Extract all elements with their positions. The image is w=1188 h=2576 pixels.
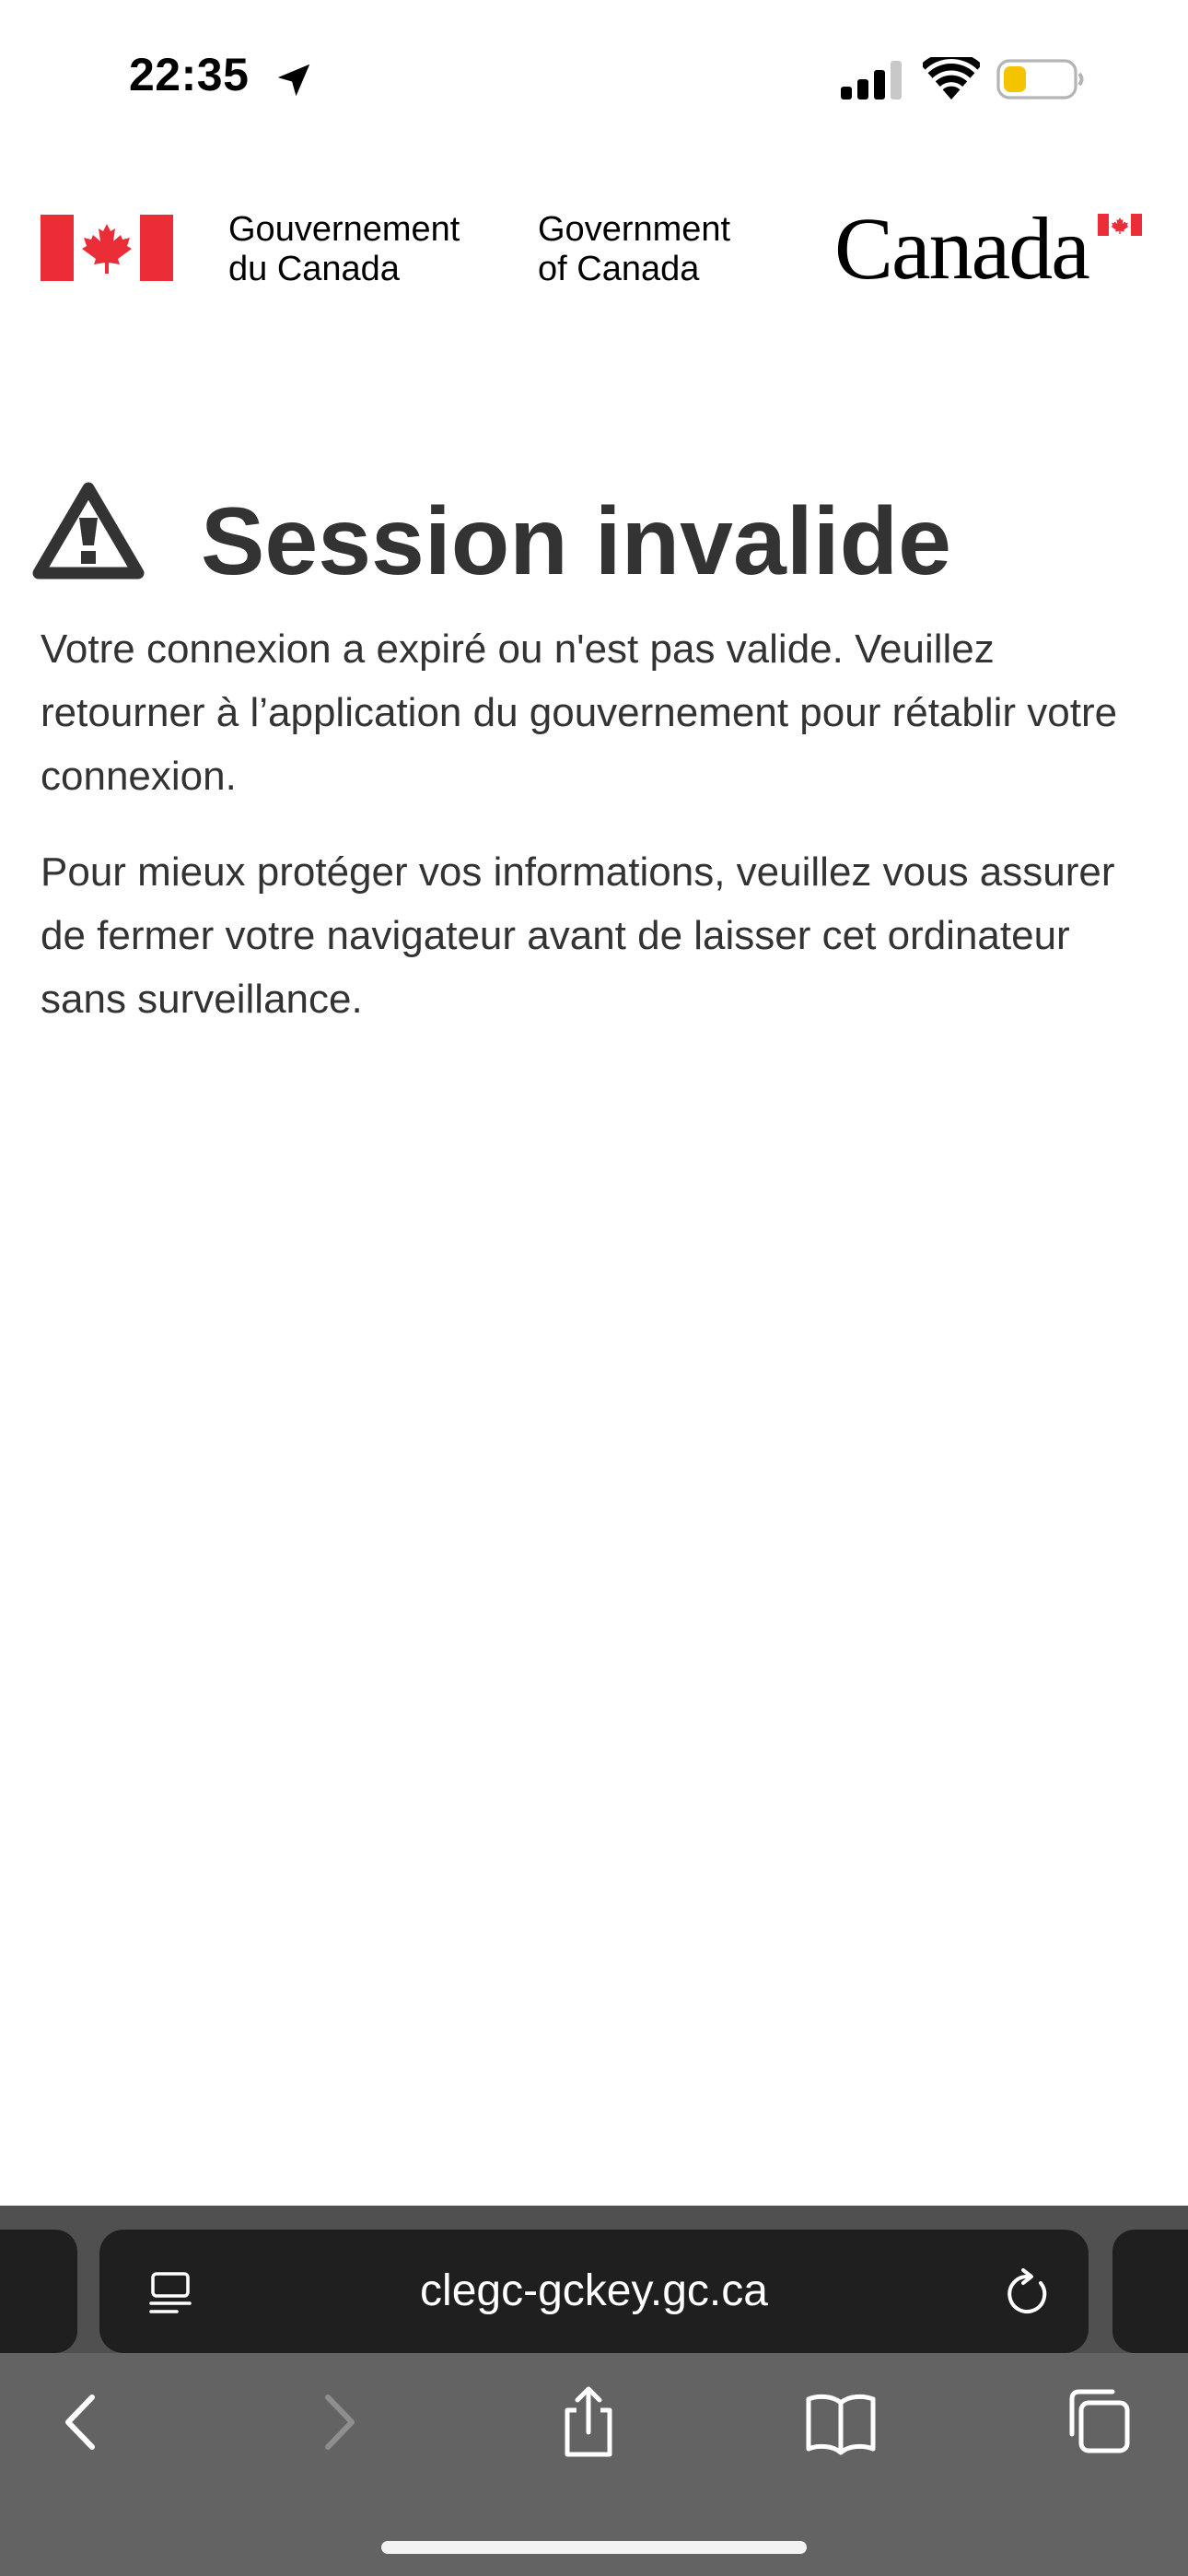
back-button[interactable] — [41, 2381, 123, 2464]
share-button[interactable] — [547, 2381, 630, 2464]
gc-name-fr-line2: du Canada — [228, 250, 400, 288]
canada-wordmark — [834, 199, 1147, 298]
canada-wordmark-text: Canada — [834, 199, 1089, 298]
canada-mini-flag-icon — [1098, 214, 1142, 236]
reload-icon[interactable] — [1004, 2268, 1052, 2318]
gc-name-english[interactable] — [538, 210, 730, 289]
status-bar — [0, 0, 1188, 157]
gc-name-en-line1: Government — [538, 210, 731, 249]
url-text[interactable]: clegc-gckey.gc.ca — [420, 2266, 768, 2315]
battery-icon — [996, 59, 1085, 100]
tabs-button[interactable] — [1054, 2381, 1136, 2464]
gc-name-french[interactable] — [228, 210, 460, 289]
cellular-signal-icon — [841, 61, 903, 100]
next-tab-peek[interactable] — [1112, 2230, 1188, 2353]
page-title: Session invalide — [201, 488, 951, 595]
address-bar[interactable] — [99, 2230, 1089, 2353]
gc-name-fr-line1: Gouvernement — [228, 210, 460, 249]
home-indicator[interactable] — [381, 2541, 807, 2554]
browser-nav-row — [0, 2381, 1188, 2482]
security-advice-message: Pour mieux protéger vos informations, veuillez vous assurer de fermer votre navigateur avant de laisser cet ordinateur sans surveillance. — [41, 849, 1115, 1022]
warning-icon — [31, 481, 146, 580]
bookmarks-button[interactable] — [799, 2381, 882, 2464]
location-arrow-icon — [273, 59, 315, 101]
browser-toolbar — [0, 2206, 1188, 2576]
forward-button[interactable] — [297, 2381, 379, 2464]
gc-name-en-line2: of Canada — [538, 250, 700, 288]
wifi-icon — [923, 57, 980, 100]
canada-flag-icon — [41, 215, 173, 281]
status-time: 22:35 — [129, 49, 250, 100]
browser-address-area — [0, 2206, 1188, 2353]
session-expired-message: Votre connexion a expiré ou n'est pas valide. Veuillez retourner à l’application du gouvernement pour rétablir votre connexion. — [41, 626, 1118, 799]
previous-tab-peek[interactable] — [0, 2230, 77, 2353]
